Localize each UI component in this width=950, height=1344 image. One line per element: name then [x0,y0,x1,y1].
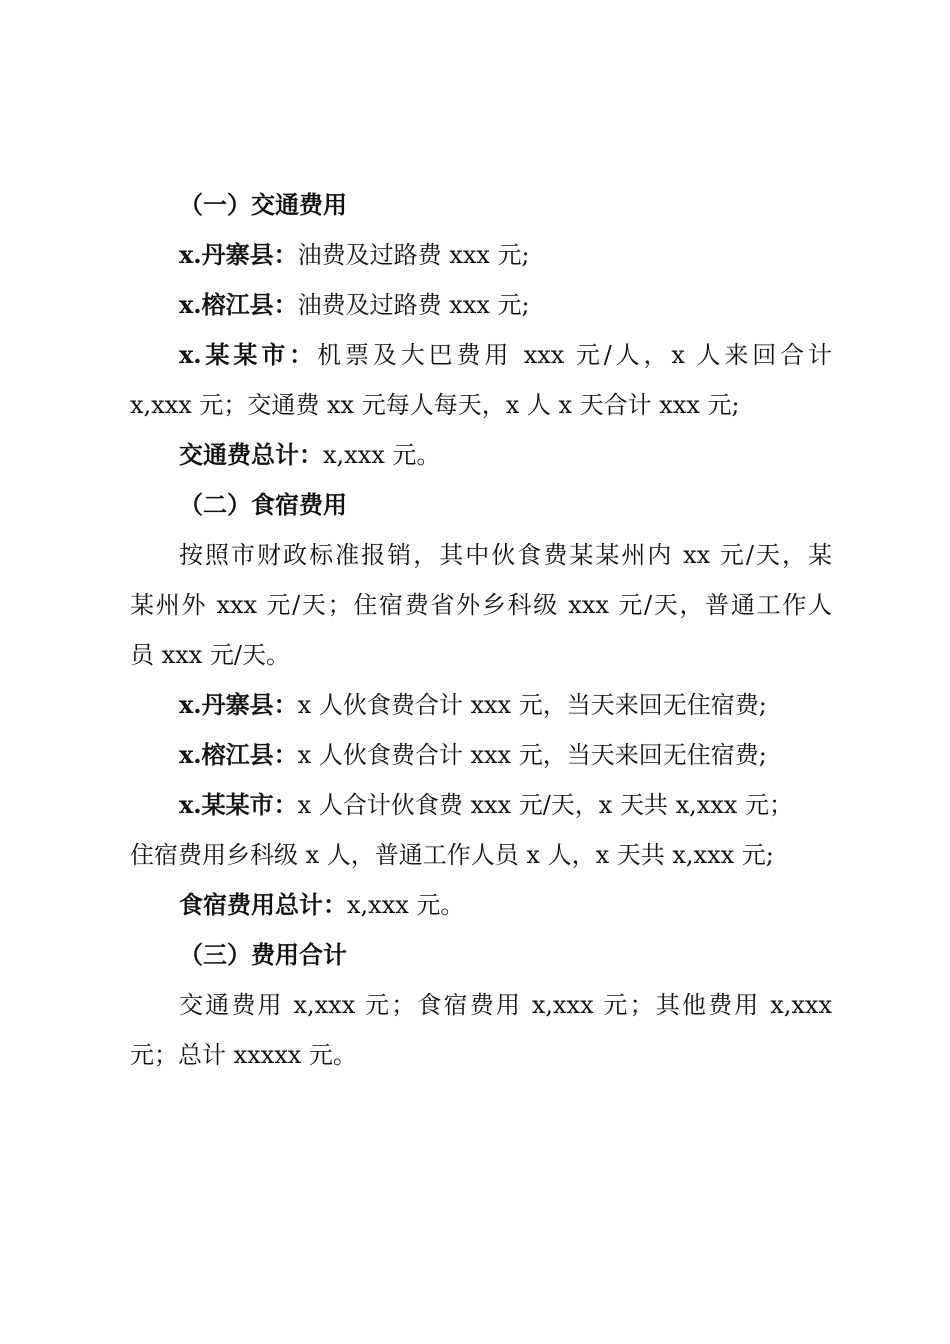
item-text: x 人伙食费合计 xxx 元，当天来回无住宿费; [297,741,767,769]
item-label: 食宿费用总计： [179,890,347,919]
transport-city-line1 [130,330,832,380]
item-text: x,xxx 元。 [323,441,441,469]
item-label: 交通费总计： [179,440,323,469]
item-label: x.丹寨县： [179,690,298,719]
item-label: x.某某市： [179,340,318,369]
transport-total [130,430,832,480]
item-text: 机票及大巴费用 xxx 元/人，x 人来回合计 [317,341,832,369]
grand-total-line1: 交通费用 x,xxx 元；食宿费用 x,xxx 元；其他费用 x,xxx [179,991,832,1019]
transport-city-line2: x,xxx 元；交通费 xx 元每人每天，x 人 x 天合计 xxx 元; [130,391,740,419]
grand-total-line2: 元；总计 xxxxx 元。 [130,1041,357,1069]
item-label: x.榕江县： [179,290,298,319]
standard-line1: 按照市财政标准报销，其中伙食费某某州内 xx 元/天，某 [179,541,832,569]
item-text: x 人合计伙食费 xxx 元/天，x 天共 x,xxx 元； [297,791,793,819]
item-text: 油费及过路费 xxx 元; [297,291,530,319]
transport-rongjiang [130,280,832,330]
section-heading-food-lodging: （二）食宿费用 [179,490,347,519]
food-city-line1 [130,780,832,830]
standard-line2: 某州外 xxx 元/天；住宿费省外乡科级 xxx 元/天，普通工作人 [130,591,832,619]
food-danzhai [130,680,832,730]
food-rongjiang [130,730,832,780]
transport-danzhai [130,230,832,280]
item-label: x.某某市： [179,790,298,819]
document-page [130,180,832,1080]
item-label: x.榕江县： [179,740,298,769]
section-heading-total: （三）费用合计 [179,940,347,969]
item-text: x,xxx 元。 [347,891,465,919]
item-label: x.丹寨县： [179,240,298,269]
item-text: x 人伙食费合计 xxx 元，当天来回无住宿费; [297,691,767,719]
food-total [130,880,832,930]
food-city-line2: 住宿费用乡科级 x 人，普通工作人员 x 人，x 天共 x,xxx 元; [130,841,774,869]
standard-line3: 员 xxx 元/天。 [130,641,290,669]
section-heading-transport: （一）交通费用 [179,190,347,219]
item-text: 油费及过路费 xxx 元; [297,241,530,269]
